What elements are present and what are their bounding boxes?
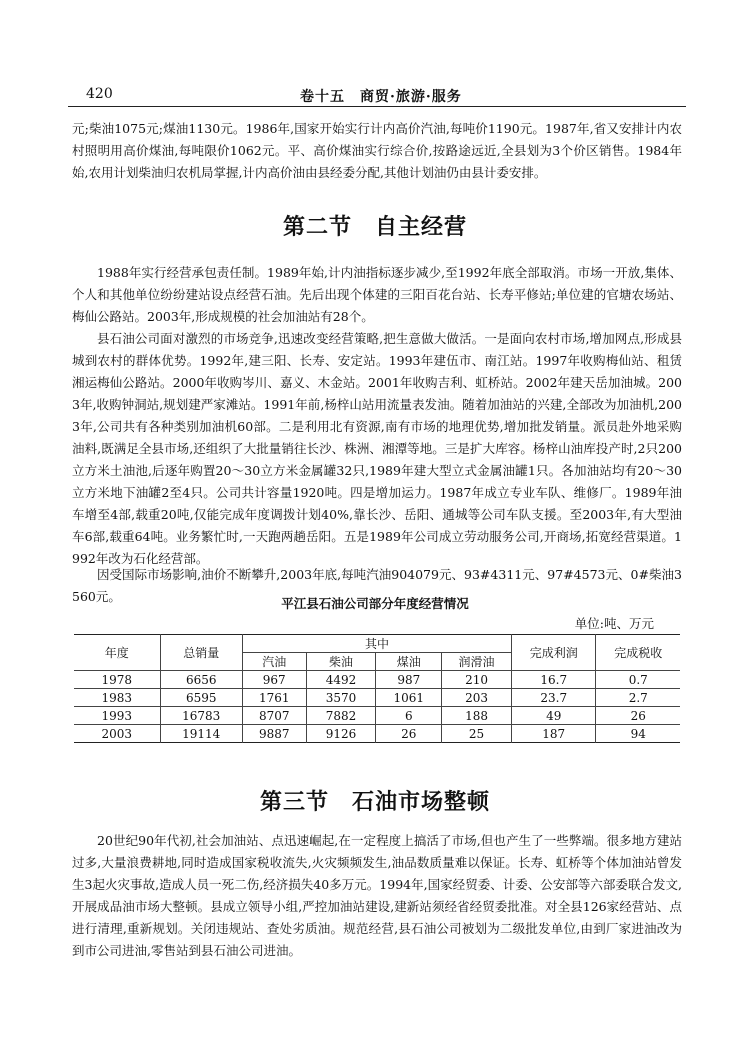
cell-lubricant: 210 — [442, 671, 512, 689]
cell-year: 1983 — [74, 689, 160, 707]
cell-profit: 23.7 — [512, 689, 596, 707]
cell-tax: 2.7 — [596, 689, 680, 707]
cell-gasoline: 8707 — [242, 707, 306, 725]
cell-profit: 187 — [512, 725, 596, 743]
cell-tax: 26 — [596, 707, 680, 725]
header-diesel: 柴油 — [306, 653, 376, 671]
table-row — [74, 707, 680, 725]
section-2-title: 第二节 自主经营 — [282, 215, 467, 240]
cell-profit: 49 — [512, 707, 596, 725]
cell-total: 16783 — [160, 707, 242, 725]
section-2-paragraph-2: 县石油公司面对激烈的市场竞争,迅速改变经营策略,把生意做大做活。一是面向农村市场,增加网点,形成县城到农村的群体优势。1992年,建三阳、长寿、安定站。1993年建伍市、南江站。1997年收购梅仙站、租赁湘运梅仙公路站。2000年收购岑川、嘉义、木金站。2001年收购吉利、虹桥站。2002年建天岳加油城。2003年,收购钟洞站,规划建严家滩站。1991年前,杨梓山站用流量表发油。随着加油站的兴建,全部改为加油机,2003年,公司共有各种类别加油机60部。二是利用北有资源,南有市场的地理优势,增加批发销量。派员赴外地采购油料,既满足全县市场,还组织了大批量销往长沙、株洲、湘潭等地。三是扩大库容。杨梓山油库投产时,2只200立方米土油池,后逐年购置20～30立方米金属罐32只,1989年建大型立式金属油罐1只。各加油站均有20～30立方米地下油罐2至4只。公司共计容量1920吨。四是增加运力。1987年成立专业车队、维修厂。1989年油车增至4部,载重20吨,仅能完成年度调拨计划40%,靠长沙、岳阳、通城等公司车队支援。至2003年,有大型油车6部,载重64吨。业务繁忙时,一天跑两趟岳阳。五是1989年公司成立劳动服务公司,开商场,拓宽经营渠道。1992年改为石化经营部。 — [72, 331, 682, 566]
cell-lubricant: 188 — [442, 707, 512, 725]
header-lubricant: 润滑油 — [442, 653, 512, 671]
header-kerosene: 煤油 — [376, 653, 442, 671]
intro-paragraph: 元;柴油1075元;煤油1130元。1986年,国家开始实行计内高价汽油,每吨价1190元。1987年,省又安排计内农村照明用高价煤油,每吨限价1062元。平、高价煤油实行综合价,按路途远近,全县划为3个价区销售。1984年始,农用计划柴油归农机局掌握,计内高价油由县经委分配,其他计划油仍由县计委安排。 — [72, 121, 682, 180]
header-year: 年度 — [74, 635, 160, 671]
table-row — [74, 689, 680, 707]
table-title: 平江县石油公司部分年度经营情况 — [281, 596, 469, 611]
section-3-title: 第三节 石油市场整顿 — [259, 790, 490, 815]
cell-tax: 94 — [596, 725, 680, 743]
section-3-paragraph-1: 20世纪90年代初,社会加油站、点迅速崛起,在一定程度上搞活了市场,但也产生了一些弊端。很多地方建站过多,大量浪费耕地,同时造成国家税收流失,火灾频频发生,油品数质量难以保证。长寿、虹桥等个体加油站曾发生3起火灾事故,造成人员一死二伤,经济损失40多万元。1994年,国家经贸委、计委、公安部等六部委联合发文,开展成品油市场大整顿。县成立领导小组,严控加油站建设,建新站须经省经贸委批准。对全县126家经营站、点进行清理,重新规划。关闭违规站、查处劣质油。规范经营,县石油公司被划为二级批发单位,由到厂家进油改为到市公司进油,零售站到县石油公司进油。 — [72, 833, 682, 958]
table-row — [74, 671, 680, 689]
cell-tax: 0.7 — [596, 671, 680, 689]
cell-kerosene: 6 — [376, 707, 442, 725]
cell-profit: 16.7 — [512, 671, 596, 689]
header-tax: 完成税收 — [596, 635, 680, 671]
table-row — [74, 725, 680, 743]
cell-gasoline: 967 — [242, 671, 306, 689]
header-gasoline: 汽油 — [242, 653, 306, 671]
page-header — [68, 86, 686, 107]
cell-lubricant: 25 — [442, 725, 512, 743]
cell-diesel: 3570 — [306, 689, 376, 707]
header-total: 总销量 — [160, 635, 242, 671]
header-breakdown: 其中 — [242, 635, 511, 653]
page-number: 420 — [86, 86, 113, 102]
cell-kerosene: 987 — [376, 671, 442, 689]
cell-year: 1993 — [74, 707, 160, 725]
sales-table — [74, 634, 680, 743]
cell-year: 2003 — [74, 725, 160, 743]
cell-total: 6656 — [160, 671, 242, 689]
cell-diesel: 9126 — [306, 725, 376, 743]
cell-diesel: 7882 — [306, 707, 376, 725]
cell-kerosene: 26 — [376, 725, 442, 743]
section-2-paragraph-1: 1988年实行经营承包责任制。1989年始,计内油指标逐步减少,至1992年底全部取消。市场一开放,集体、个人和其他单位纷纷建站设点经营石油。先后出现个体建的三阳百花台站、长寿平修站;单位建的官塘农场站、梅仙公路站。2003年,形成规模的社会加油站有28个。 — [72, 265, 682, 324]
running-title: 卷十五 商贸·旅游·服务 — [300, 89, 462, 105]
cell-total: 6595 — [160, 689, 242, 707]
section-2-paragraph-3: 因受国际市场影响,油价不断攀升,2003年底,每吨汽油904079元、93#4311元、97#4573元、0#柴油3560元。 — [72, 567, 682, 604]
table-unit: 单位:吨、万元 — [574, 616, 654, 631]
cell-kerosene: 1061 — [376, 689, 442, 707]
cell-year: 1978 — [74, 671, 160, 689]
cell-gasoline: 9887 — [242, 725, 306, 743]
cell-gasoline: 1761 — [242, 689, 306, 707]
cell-diesel: 4492 — [306, 671, 376, 689]
header-profit: 完成利润 — [512, 635, 596, 671]
cell-lubricant: 203 — [442, 689, 512, 707]
cell-total: 19114 — [160, 725, 242, 743]
